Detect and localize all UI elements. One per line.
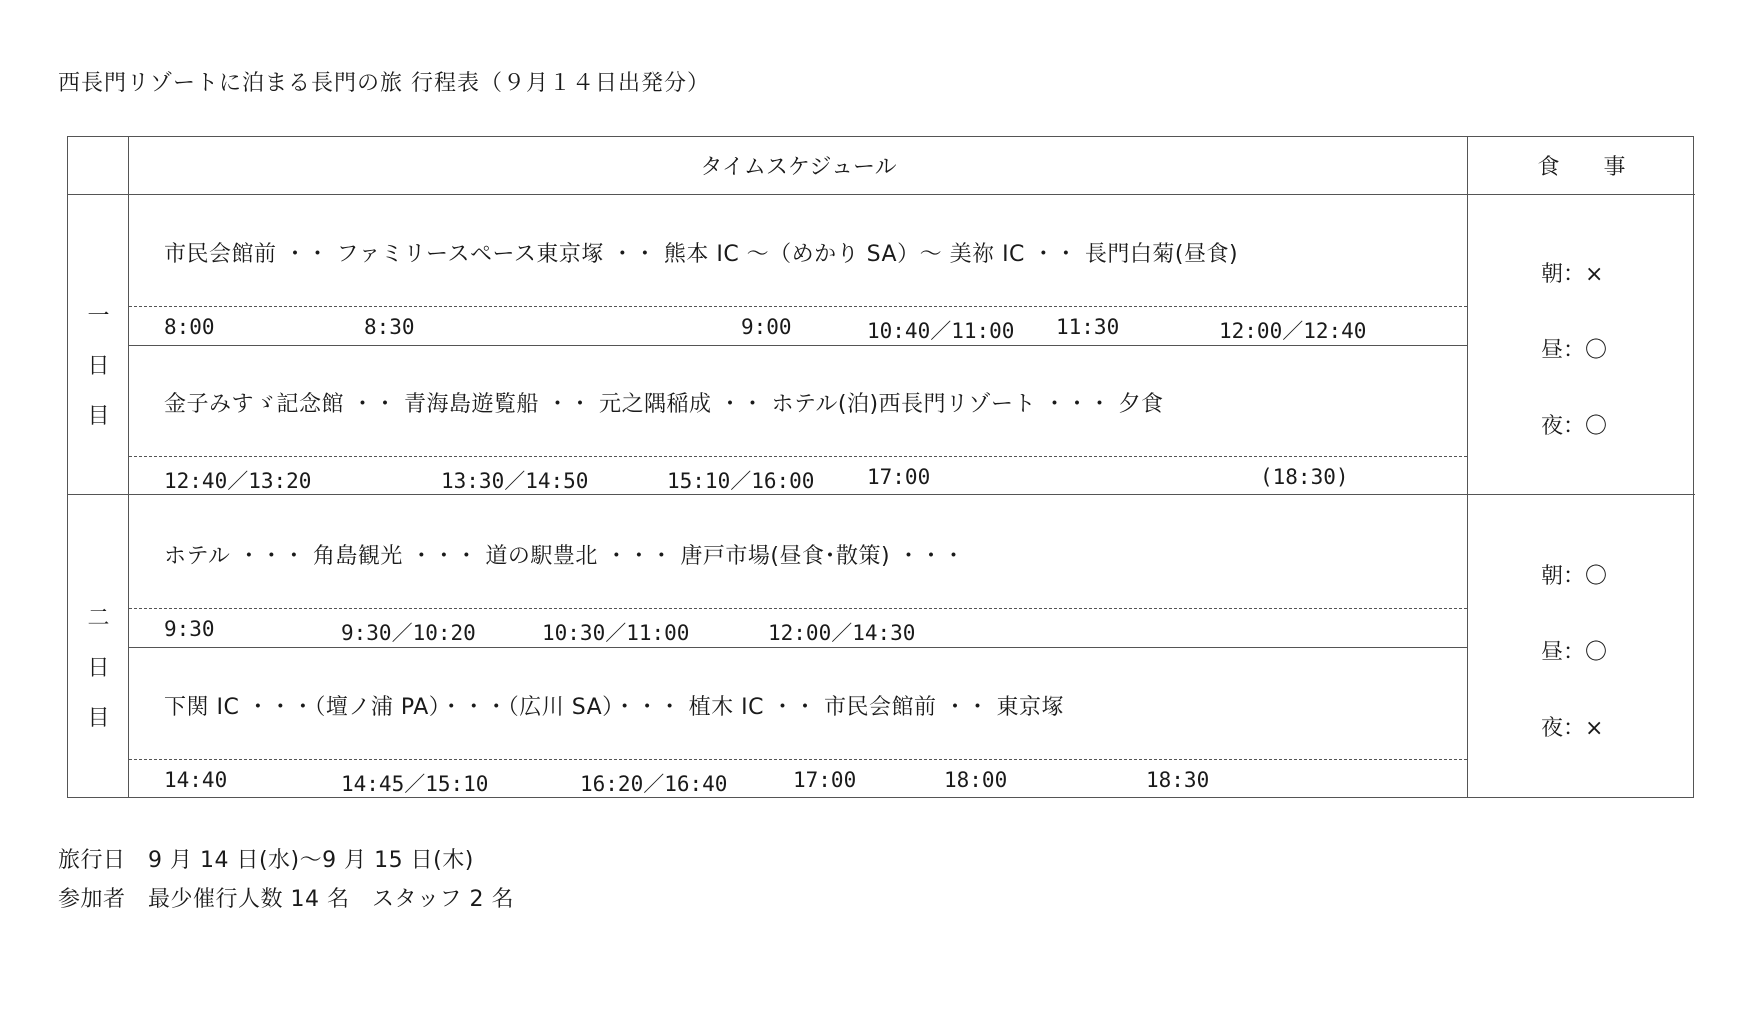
time-cell: 8:00 xyxy=(164,315,215,339)
day-label-char: 一 xyxy=(87,304,110,329)
time-cell: 13:30／14:50 xyxy=(441,469,589,493)
document-title: 西長門リゾートに泊まる長門の旅 行程表（９月１４日出発分） xyxy=(58,71,710,96)
time-cell: 16:20／16:40 xyxy=(580,772,728,796)
day-label-char: 日 xyxy=(87,656,110,681)
time-cell: 18:30 xyxy=(1146,768,1210,792)
day-label-char: 目 xyxy=(87,706,110,731)
time-cell: 9:00 xyxy=(741,315,792,339)
time-cell: 17:00 xyxy=(793,768,857,792)
row-divider xyxy=(68,494,1695,495)
time-cell: 14:40 xyxy=(164,768,228,792)
time-cell: 10:40／11:00 xyxy=(867,319,1015,343)
time-cell: 12:40／13:20 xyxy=(164,469,312,493)
time-cell: 9:30／10:20 xyxy=(341,621,476,645)
time-cell: 18:00 xyxy=(944,768,1008,792)
time-cell: 9:30 xyxy=(164,617,215,641)
header-meal-char: 事 xyxy=(1603,155,1626,180)
meal-breakfast: 朝：× xyxy=(1541,262,1604,287)
day1-route-1: 市民会館前 ・・ ファミリースペース東京塚 ・・ 熊本 IC ～（めかり SA）～ 美祢 IC ・・ 長門白菊(昼食) xyxy=(164,242,1239,267)
dashed-divider xyxy=(129,456,1467,457)
participants: 参加者 最少催行人数 14 名 スタッフ 2 名 xyxy=(58,887,514,912)
time-cell: 11:30 xyxy=(1056,315,1120,339)
day2-label xyxy=(68,594,129,744)
meal-lunch: 昼：〇 xyxy=(1541,338,1608,363)
day1-label xyxy=(68,292,129,442)
day-label-char: 日 xyxy=(87,354,110,379)
col-divider xyxy=(1467,137,1468,797)
header-meal xyxy=(1468,137,1695,194)
travel-date: 旅行日 9 月 14 日(水)～9 月 15 日(木) xyxy=(58,848,474,873)
time-cell: 12:00／12:40 xyxy=(1219,319,1367,343)
time-cell: 12:00／14:30 xyxy=(768,621,916,645)
time-cell: 17:00 xyxy=(867,465,931,489)
day1-route-2: 金子みすゞ記念館 ・・ 青海島遊覧船 ・・ 元之隅稲成 ・・ ホテル(泊)西長門リゾート ・・・ 夕食 xyxy=(164,392,1164,417)
day2-route-2: 下関 IC ・・・（壇ノ浦 PA）・・・（広川 SA）・・・ 植木 IC ・・ 市民会館前 ・・ 東京塚 xyxy=(164,695,1064,720)
dashed-divider xyxy=(129,608,1467,609)
header-schedule: タイムスケジュール xyxy=(700,155,897,180)
dashed-divider xyxy=(129,759,1467,760)
row-divider xyxy=(68,194,1695,195)
header-meal-char: 食 xyxy=(1537,155,1560,180)
time-cell: 14:45／15:10 xyxy=(341,772,489,796)
meal-breakfast: 朝：〇 xyxy=(1541,564,1608,589)
time-cell: 15:10／16:00 xyxy=(667,469,815,493)
day2-route-1: ホテル ・・・ 角島観光 ・・・ 道の駅豊北 ・・・ 唐戸市場(昼食･散策) ・・・ xyxy=(164,544,966,569)
day-label-char: 目 xyxy=(87,404,110,429)
meal-dinner: 夜：〇 xyxy=(1541,414,1608,439)
dashed-divider xyxy=(129,306,1467,307)
meal-lunch: 昼：〇 xyxy=(1541,640,1608,665)
meal-dinner: 夜：× xyxy=(1541,716,1604,741)
time-cell: 10:30／11:00 xyxy=(542,621,690,645)
row-divider xyxy=(129,647,1467,648)
row-divider xyxy=(129,345,1467,346)
time-cell: (18:30) xyxy=(1260,465,1349,489)
time-cell: 8:30 xyxy=(364,315,415,339)
day-label-char: 二 xyxy=(87,606,110,631)
schedule-table xyxy=(67,136,1694,798)
